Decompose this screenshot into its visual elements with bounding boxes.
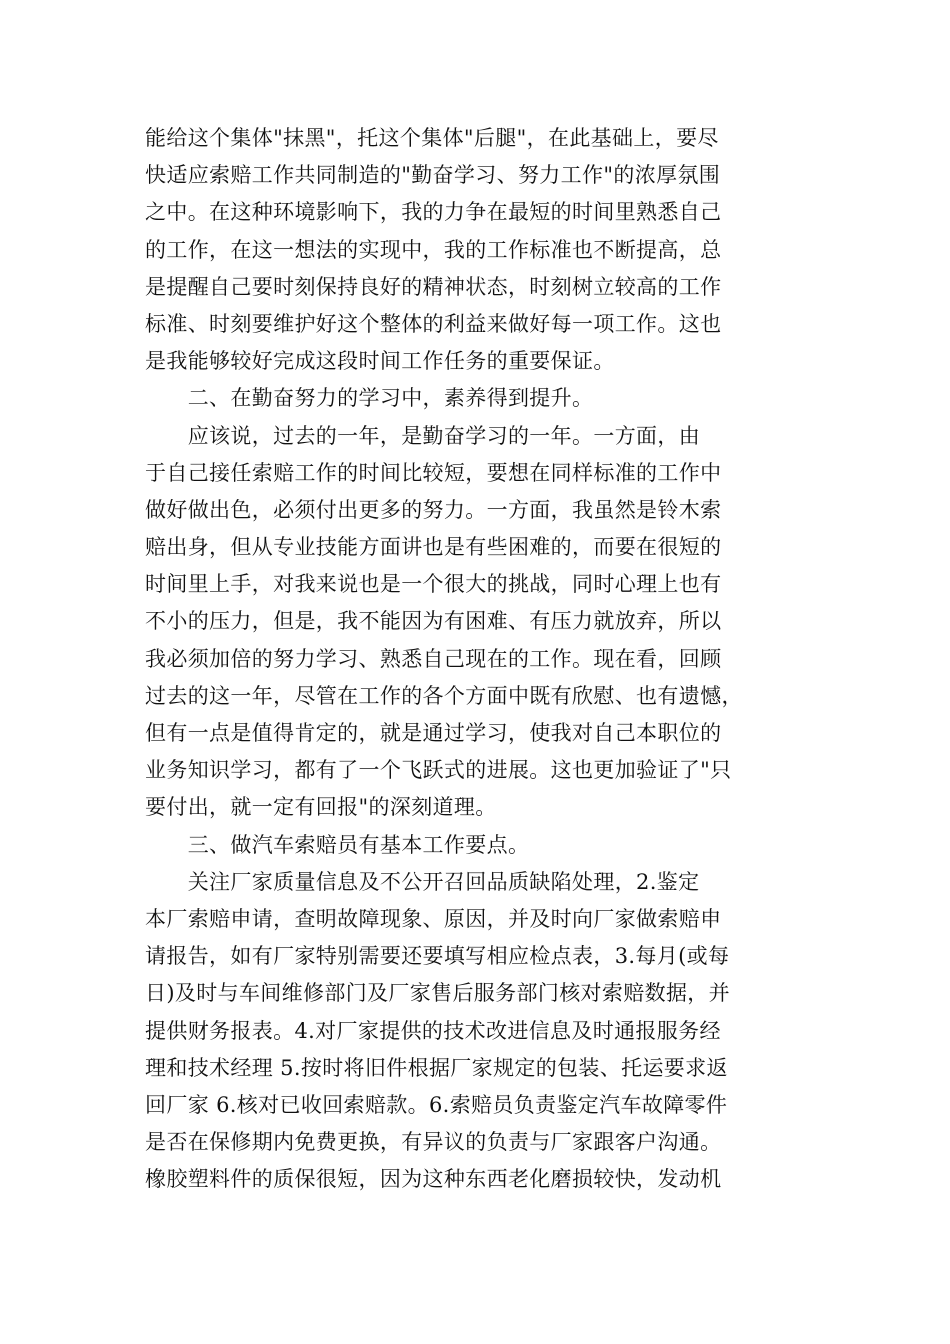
body-text: [145, 120, 810, 1198]
text-line: 理和技术经理 5.按时将旧件根据厂家规定的包装、托运要求返: [145, 1055, 728, 1080]
text-line: 应该说，过去的一年，是勤奋学习的一年。一方面，由: [145, 423, 701, 448]
text-line: 提供财务报表。4.对厂家提供的技术改进信息及时通报服务经: [145, 1018, 721, 1043]
text-line: 橡胶塑料件的质保很短，因为这种东西老化磨损较快，发动机: [145, 1167, 722, 1192]
section-heading-3: 三、做汽车索赔员有基本工作要点。: [145, 832, 530, 857]
text-line: 日)及时与车间维修部门及厂家售后服务部门核对索赔数据，并: [145, 981, 730, 1006]
text-line: 的工作，在这一想法的实现中，我的工作标准也不断提高，总: [145, 237, 722, 262]
text-line: 我必须加倍的努力学习、熟悉自己现在的工作。现在看，回顾: [145, 646, 722, 671]
text-line: 于自己接任索赔工作的时间比较短，要想在同样标准的工作中: [145, 460, 722, 485]
text-line: 业务知识学习，都有了一个飞跃式的进展。这也更加验证了"只: [145, 758, 732, 783]
text-line: 是否在保修期内免费更换，有异议的负责与厂家跟客户沟通。: [145, 1130, 722, 1155]
text-line: 快适应索赔工作共同制造的"勤奋学习、努力工作"的浓厚氛围: [145, 163, 721, 188]
text-line: 本厂索赔申请，查明故障现象、原因，并及时向厂家做索赔申: [145, 906, 722, 931]
section-heading-2: 二、在勤奋努力的学习中，素养得到提升。: [145, 386, 594, 411]
text-line: 之中。在这种环境影响下，我的力争在最短的时间里熟悉自己: [145, 200, 722, 225]
text-line: 是我能够较好完成这段时间工作任务的重要保证。: [145, 349, 615, 374]
text-line: 能给这个集体"抹黑"，托这个集体"后腿"，在此基础上，要尽: [145, 126, 719, 150]
text-line: 请报告，如有厂家特别需要还要填写相应检点表，3.每月(或每: [145, 944, 730, 969]
text-line: 标准、时刻要维护好这个整体的利益来做好每一项工作。这也: [145, 311, 722, 336]
text-line: 回厂家 6.核对已收回索赔款。6.索赔员负责鉴定汽车故障零件: [145, 1092, 728, 1117]
text-line: 但有一点是值得肯定的，就是通过学习，使我对自己本职位的: [145, 721, 722, 745]
text-line: 过去的这一年，尽管在工作的各个方面中既有欣慰、也有遗憾，: [145, 683, 743, 708]
text-line: 关注厂家质量信息及不公开召回品质缺陷处理，2.鉴定: [145, 869, 700, 894]
text-line: 时间里上手，对我来说也是一个很大的挑战，同时心理上也有: [145, 572, 722, 597]
text-line: 要付出，就一定有回报"的深刻道理。: [145, 795, 497, 820]
text-line: 不小的压力，但是，我不能因为有困难、有压力就放弃，所以: [145, 609, 722, 634]
text-line: 是提醒自己要时刻保持良好的精神状态，时刻树立较高的工作: [145, 274, 722, 299]
text-line: 做好做出色，必须付出更多的努力。一方面，我虽然是铃木索: [145, 497, 722, 522]
text-line: 赔出身，但从专业技能方面讲也是有些困难的，而要在很短的: [145, 535, 722, 560]
